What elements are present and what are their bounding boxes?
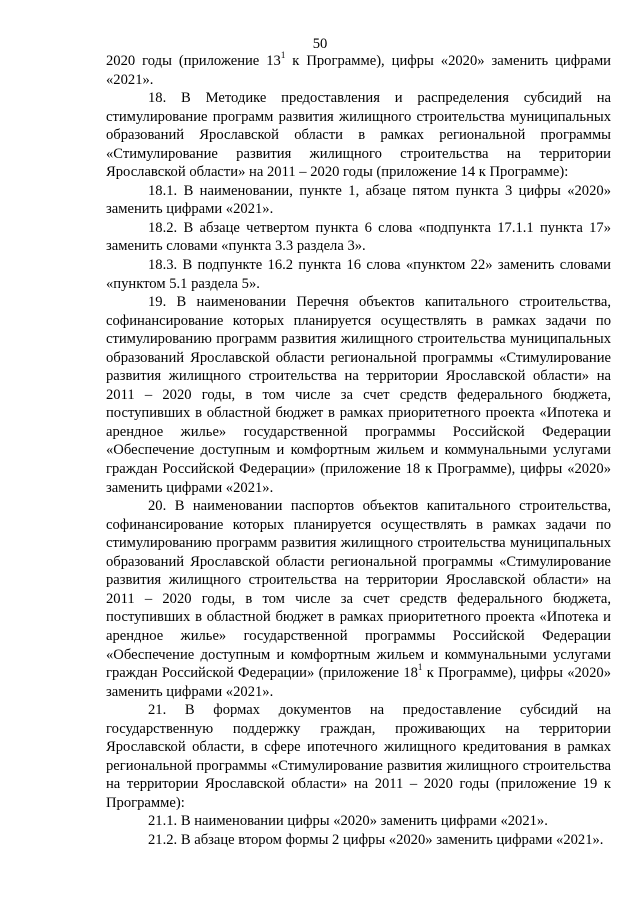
paragraph-item-19: 19. В наименовании Перечня объектов капитального строительства, софинансирование которых планируется осуществлять в рамках задачи по стимулированию программ развития жилищного строительства муниципальных образований Ярославской области региональной программы «Стимулирование развития жилищного строительства на территории Ярославской области» на 2011 – 2020 годы, в том числе за счет средств федерального бюджета, поступивших в областной бюджет в рамках приоритетного проекта «Ипотека и арендное жилье» государственной программы Российской Федерации «Обеспечение доступным и комфортным жильем и коммунальными услугами граждан Российской Федерации» (приложение 18 к Программе), цифры «2020» заменить цифрами «2021». [106,294,611,496]
paragraph-item-21: 21. В формах документов на предоставление субсидий на государственную поддержку граждан, проживающих на территории Ярославской области, в сфере ипотечного жилищного кредитования в рамках региональной программы «Стимулирование развития жилищного строительства на территории Ярославской области» на 2011 – 2020 годы (приложение 19 к Программе): [106,702,611,811]
paragraph-item-18-1: 18.1. В наименовании, пункте 1, абзаце пятом пункта 3 цифры «2020» заменить цифрами «2021». [106,182,611,218]
paragraph-item-21-2: 21.2. В абзаце втором формы 2 цифры «2020» заменить цифрами «2021». [148,831,604,848]
paragraph-item-21-1: 21.1. В наименовании цифры «2020» заменить цифрами «2021». [148,813,548,830]
paragraph-item-18: 18. В Методике предоставления и распределения субсидий на стимулирование программ развития жилищного строительства муниципальных образований Ярославской области в рамках региональной программы «Стимулирование развития жилищного строительства на территории Ярославской области» на 2011 – 2020 годы (приложение 14 к Программе): [106,90,611,181]
paragraph-text: 20. В наименовании паспортов объектов капитального строительства, софинансирование которых планируется осуществлять в рамках задачи по стимулированию программ развития жилищного строительства муниципальных образований Ярославской области региональной программы «Стимулирование развития жилищного строительства на территории Ярославской области» на 2011 – 2020 годы, в том числе за счет средств федерального бюджета, поступивших в областной бюджет в рамках приоритетного проекта «Ипотека и арендное жилье» государственной программы Российской Федерации «Обеспечение доступным и комфортным жильем и коммунальными услугами граждан Российской Федерации» (приложение 18 [106,498,611,682]
superscript: 1 [280,50,286,61]
page-number: 50 [312,36,328,52]
paragraph-item-18-2: 18.2. В абзаце четвертом пункта 6 слова «подпункта 17.1.1 пункта 17» заменить словами «пункта 3.3 раздела 3». [106,219,611,255]
paragraph-item-20 [106,497,611,701]
paragraph-item-18-3: 18.3. В подпункте 16.2 пункта 16 слова «пунктом 22» заменить словами «пунктом 5.1 раздела 5». [106,257,611,292]
paragraph-continuation [106,52,611,89]
paragraph-text: к Программе), цифры «2020» заменить цифрами «2021». [106,665,611,700]
superscript: 1 [417,662,423,673]
paragraph-text: 2020 годы (приложение 13 [106,53,281,69]
paragraph-text: к Программе), цифры «2020» заменить цифрами «2021». [106,53,611,88]
document-body [106,52,611,850]
